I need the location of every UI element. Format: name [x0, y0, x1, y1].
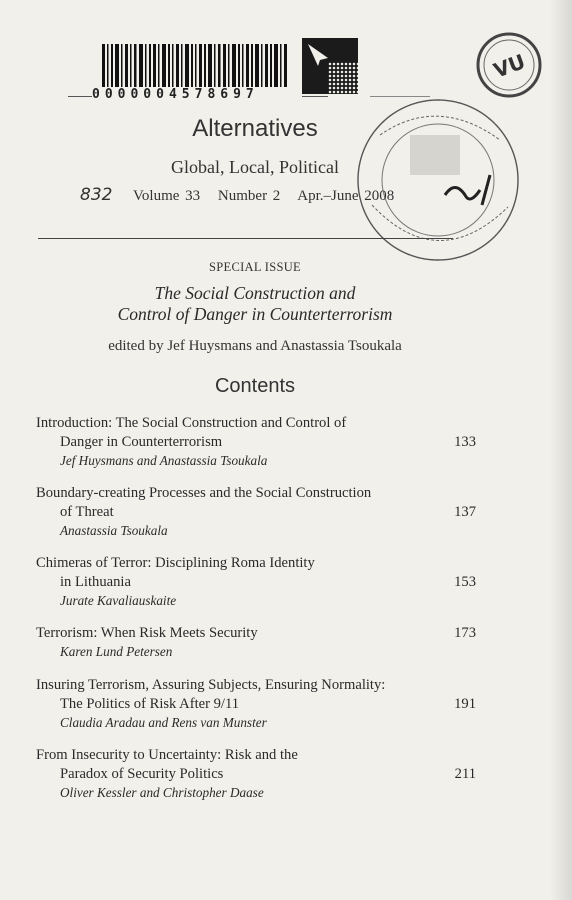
special-issue-title	[0, 283, 510, 325]
toc-title-line: The Politics of Risk After 9/11	[60, 696, 240, 712]
toc-author: Jef Huysmans and Anastassia Tsoukala	[60, 453, 268, 468]
toc-author: Karen Lund Petersen	[60, 644, 173, 659]
vu-stamp-icon	[474, 30, 544, 100]
toc-title-line: in Lithuania	[60, 574, 131, 590]
toc-entry	[36, 484, 476, 539]
toc-title-line: Introduction: The Social Construction and Control of	[36, 415, 347, 431]
arrow-icon	[306, 42, 330, 66]
toc-title-line: Danger in Counterterrorism	[60, 434, 223, 450]
toc-page-number: 191	[454, 696, 476, 712]
toc-title-line: From Insecurity to Uncertainty: Risk and the	[36, 747, 298, 763]
contents-heading: Contents	[214, 375, 296, 397]
toc-title-line: Boundary-creating Processes and the Social Construction	[36, 485, 372, 501]
toc-title-line: Terrorism: When Risk Meets Security	[36, 625, 258, 641]
toc-page-number: 173	[454, 625, 476, 641]
toc-page-number: 153	[454, 574, 476, 590]
toc-entry	[36, 676, 476, 731]
date-label: Apr.–June 2008	[297, 188, 395, 204]
handwritten-note: 832	[80, 185, 113, 205]
toc-page-number: 211	[454, 766, 476, 782]
number-label: Number 2	[217, 188, 281, 204]
editors-line: edited by Jef Huysmans and Anastassia Tsoukala	[108, 338, 402, 354]
toc-author: Oliver Kessler and Christopher Daase	[60, 785, 264, 800]
barcode-number: 0000004578697	[92, 87, 302, 105]
toc-author: Jurate Kavaliauskaite	[60, 593, 177, 608]
toc-entry	[36, 554, 476, 609]
toc-author: Anastassia Tsoukala	[60, 523, 168, 538]
header-divider	[38, 238, 453, 239]
issue-title-line: The Social Construction and	[154, 283, 356, 303]
toc-entry	[36, 746, 476, 801]
page-edge-shadow	[550, 0, 572, 900]
barcode-bars	[100, 44, 290, 92]
toc-title-line: Insuring Terrorism, Assuring Subjects, Ensuring Normality:	[36, 677, 386, 693]
toc-entry	[36, 414, 476, 469]
volume-label: Volume 33	[133, 188, 201, 204]
toc-author: Claudia Aradau and Rens van Munster	[60, 715, 267, 730]
toc-title-line: of Threat	[60, 504, 114, 520]
issue-title-line: Control of Danger in Counterterrorism	[117, 304, 393, 324]
toc-title-line: Paradox of Security Politics	[60, 766, 224, 782]
toc-title-line: Chimeras of Terror: Disciplining Roma Identity	[36, 555, 315, 571]
toc-entry	[36, 624, 476, 660]
toc-page-number: 137	[454, 504, 476, 520]
vu-stamp-text: VU	[490, 49, 529, 83]
journal-subtitle: Global, Local, Political	[171, 157, 339, 177]
toc-page-number: 133	[454, 434, 476, 450]
issue-info	[115, 188, 406, 205]
journal-title: Alternatives	[192, 115, 318, 142]
special-issue-label: SPECIAL ISSUE	[209, 260, 301, 274]
